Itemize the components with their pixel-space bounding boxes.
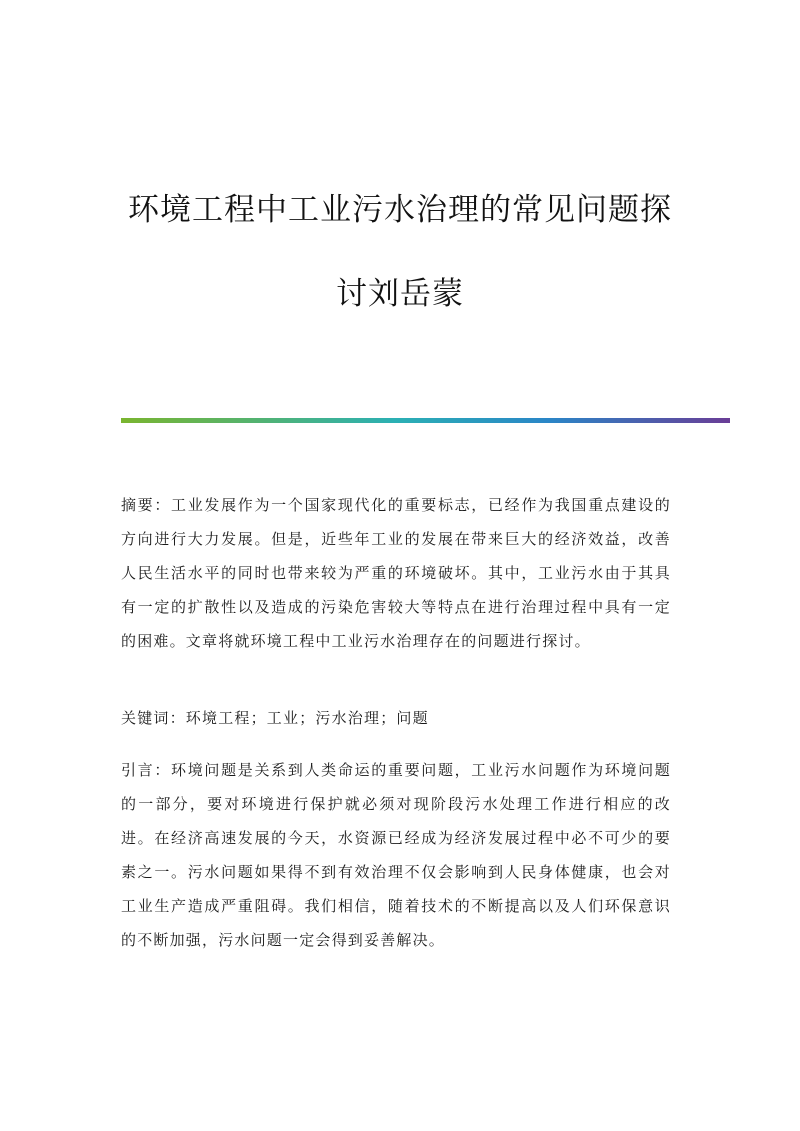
abstract-paragraph: 摘要：工业发展作为一个国家现代化的重要标志，已经作为我国重点建设的方向进行大力发展。但是，近些年工业的发展在带来巨大的经济效益，改善人民生活水平的同时也带来较为严重的环境破坏。其中，工业污水由于其具有一定的扩散性以及造成的污染危害较大等特点在进行治理过程中具有一定的困难。文章将就环境工程中工业污水治理存在的问题进行探讨。	[121, 496, 671, 650]
page-title-continued: 讨刘岳蒙	[336, 276, 464, 312]
introduction-paragraph: 引言：环境问题是关系到人类命运的重要问题，工业污水问题作为环境问题的一部分，要对环境进行保护就必须对现阶段污水处理工作进行相应的改进。在经济高速发展的今天，水资源已经成为经济发展过程中必不可少的要素之一。污水问题如果得不到有效治理不仅会影响到人民身体健康，也会对工业生产造成严重阻碍。我们相信，随着技术的不断提高以及人们环保意识的不断加强，污水问题一定会得到妥善解决。	[121, 761, 671, 949]
keywords-paragraph: 关键词：环境工程；工业；污水治理；问题	[121, 709, 429, 727]
page-title: 环境工程中工业污水治理的常见问题探	[128, 192, 672, 228]
gradient-divider	[121, 418, 730, 423]
